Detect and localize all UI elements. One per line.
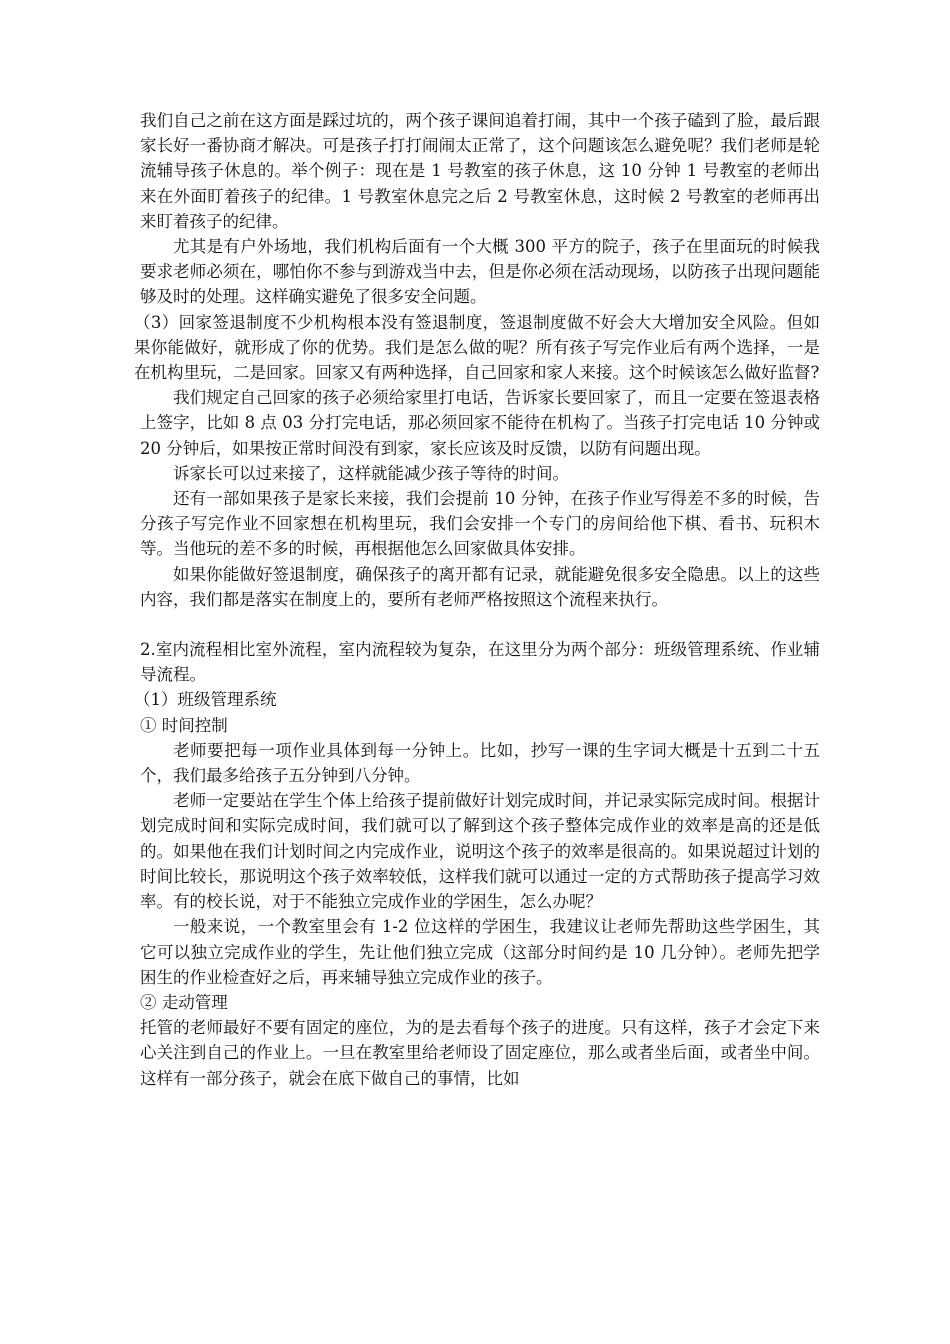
paragraph-struggling-students: 一般来说，一个教室里会有 1-2 位这样的学困生，我建议让老师先帮助这些学困生，其它可以独立完成作业的学生，先让他们独立完成（这部分时间约是 10 几分钟）。老师先把学困生的作业检查好之后，再来辅导独立完成作业的孩子。: [140, 917, 820, 987]
paragraph-signout-summary: 如果你能做好签退制度，确保孩子的离开都有记录，就能避免很多安全隐患。以上的这些内容，我们都是落实在制度上的，要所有老师严格按照这个流程来执行。: [140, 564, 820, 609]
paragraph-minute-planning: 老师要把每一项作业具体到每一分钟上。比如，抄写一课的生字词大概是十五到二十五个，我们最多给孩子五分钟到八分钟。: [140, 740, 820, 786]
paragraph-outdoor-area: 尤其是有户外场地，我们机构后面有一个大概 300 平方的院子，孩子在里面玩的时候我要求老师必须在，哪怕你不参与到游戏当中去，但是你必须在活动现场，以防孩子出现问题能够及时的处理。这样确实避免了很多安全问题。: [140, 237, 820, 307]
paragraph-notify-parents: 诉家长可以过来接了，这样就能减少孩子等待的时间。: [173, 463, 569, 483]
paragraph-spacer: [140, 612, 820, 637]
item-heading-walking-management: ② 走动管理: [140, 992, 228, 1012]
document-page: [134, 108, 820, 1091]
paragraph-signout-system: （3）回家签退制度不少机构根本没有签退制度，签退制度做不好会大大增加安全风险。但如果你能做好，就形成了你的优势。我们是怎么做的呢？所有孩子写完作业后有两个选择，一是在机构里玩，二是回家。回家又有两种选择，自己回家和家人来接。这个时候该怎么做好监督?: [134, 312, 820, 383]
section-heading-indoor: 2.室内流程相比室外流程，室内流程较为复杂，在这里分为两个部分：班级管理系统、作业辅导流程。: [140, 640, 820, 685]
item-heading-time-control: ① 时间控制: [140, 715, 228, 735]
subsection-heading-class-management: （1）班级管理系统: [134, 690, 277, 710]
paragraph-parent-pickup: 还有一部如果孩子是家长来接，我们会提前 10 分钟，在孩子作业写得差不多的时候，告分孩子写完作业不回家想在机构里玩，我们会安排一个专门的房间给他下棋、看书、玩积木等。当他玩的差不多的时候，再根据他怎么回家做具体安排。: [140, 489, 820, 559]
paragraph-break-supervision: 我们自己之前在这方面是踩过坑的，两个孩子课间追着打闹，其中一个孩子磕到了脸，最后跟家长好一番协商才解决。可是孩子打打闹闹太正常了，这个问题该怎么避免呢？我们老师是轮流辅导孩子休息的。举个例子：现在是 1 号教室的孩子休息，这 10 分钟 1 号教室的老师出来在外面盯着孩子的纪律。1 号教室休息完之后 2 号教室休息，这时候 2 号教室的老师再出来盯着孩子的纪律。: [140, 111, 820, 231]
paragraph-phone-home: 我们规定自己回家的孩子必须给家里打电话，告诉家长要回家了，而且一定要在签退表格上签字，比如 8 点 03 分打完电话，那必须回家不能待在机构了。当孩子打完电话 10 分钟或 20 分钟后，如果按正常时间没有到家，家长应该及时反馈，以防有问题出现。: [140, 388, 820, 458]
paragraph-planned-vs-actual: 老师一定要站在学生个体上给孩子提前做好计划完成时间，并记录实际完成时间。根据计划完成时间和实际完成时间，我们就可以了解到这个孩子整体完成作业的效率是高的还是低的。如果他在我们计划时间之内完成作业，说明这个孩子的效率是很高的。如果说超过计划的时间比较长，那说明这个孩子效率较低，这样我们就可以通过一定的方式帮助孩子提高学习效率。有的校长说，对于不能独立完成作业的学困生，怎么办呢？: [140, 791, 820, 912]
paragraph-no-fixed-seat: 托管的老师最好不要有固定的座位，为的是去看每个孩子的进度。只有这样，孩子才会定下来心关注到自己的作业上。一旦在教室里给老师设了固定座位，那么或者坐后面，或者坐中间。这样有一部分孩子，就会在底下做自己的事情，比如: [140, 1018, 820, 1088]
